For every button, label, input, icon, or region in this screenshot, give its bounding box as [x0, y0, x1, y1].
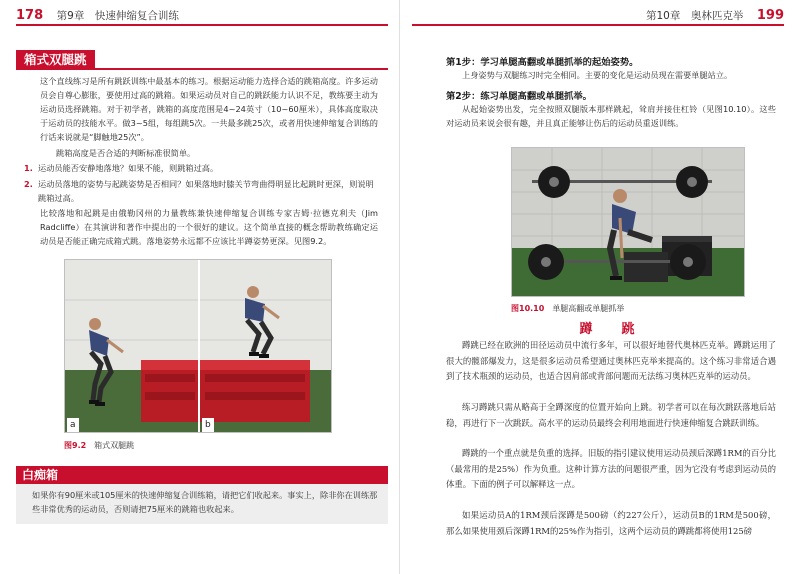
left-page-number: 178	[16, 8, 44, 23]
closing-paragraph: 比较落地和起跳是由俄勒冈州的力量教练兼快速伸缩复合训练专家吉姆·拉德克利夫（Jim Radcliffe）在其演讲和著作中提出的一个很好的建议。这个简单直接的概念帮助教练确定运动员是否能正确完成箱式跳。落地姿势永远都不应该比半蹲姿势更深。见图9.2。	[40, 208, 378, 246]
left-chapter-title: 第9章 快速伸缩复合训练	[56, 10, 179, 22]
intro-paragraph	[40, 74, 378, 144]
criteria-text: 运动员能否安静地落地？如果不能，则跳箱过高。	[38, 163, 219, 173]
section-title-box-jump: 箱式双腿跳	[16, 50, 95, 70]
squat-jump-paragraph-4: 如果运动员A的1RM颈后深蹲是500磅（约227公斤），运动员B的1RM是500磅，那么如果使用颈后深蹲1RM的25%作为指引，这两个运动员的蹲跳都将使用125磅	[446, 510, 776, 536]
single-leg-clean-photo	[512, 148, 745, 297]
figure-caption-text: 箱式双腿跳	[94, 441, 135, 450]
figure-10-10-caption	[511, 303, 624, 314]
section-rule	[16, 68, 388, 70]
step-1-heading: 第1步：学习单腿高翻或单腿抓举的起始姿势。	[446, 57, 639, 68]
criteria-number: 2.	[24, 179, 33, 189]
figure-10-10-photo	[511, 147, 745, 297]
squat-jump-paragraph-1: 蹲跳已经在欧洲的田径运动员中流行多年，可以很好地替代奥林匹克举。蹲跳运用了很大的髋部爆发力，这是很多运动员希望通过奥林匹克举来提高的。这个练习非常适合遇到了技术瓶颈的运动员，也适合因肩部或背部问题而无法练习奥林匹克举的运动员。	[446, 340, 776, 381]
figure-9-2-caption	[64, 440, 134, 451]
criteria-text: 运动员落地的姿势与起跳姿势是否相同？如果落地时膝关节弯曲得明显比起跳时更深，则说明跳箱过高。	[38, 179, 374, 203]
box-jump-photo	[65, 260, 332, 433]
left-running-head	[16, 8, 388, 26]
step-2-text: 从起始姿势出发，完全按照双腿版本那样跳起，耸肩并接住杠铃（见图10.10）。这些对运动员来说会很有趣，并且真正能够让伤后的运动员重返训练。	[446, 104, 776, 128]
tip-title: 白痴箱	[16, 466, 388, 484]
criteria-intro: 跳箱高度是否合适的判断标准很简单。	[56, 148, 196, 158]
criteria-item-2	[24, 177, 378, 205]
right-chapter-title: 第10章 奥林匹克举	[645, 10, 744, 22]
figure-number: 图9.2	[64, 441, 87, 450]
step-2-heading: 第2步：练习单腿高翻或单腿抓举。	[446, 91, 592, 102]
step-1-text: 上身姿势与双腿练习时完全相同。主要的变化是运动员现在需要单腿站立。	[462, 70, 733, 80]
intro-text: 这个直线练习是所有跳跃训练中最基本的练习。根据运动能力选择合适的跳箱高度。许多运动员会自尊心膨胀，要使用过高的跳箱。如果运动员对自己的跳跃能力认识不足，教练要主动为运动员选择跳箱。对于初学者，跳箱的高度范围是4~24英寸（10~60厘米），具体高度取决于运动员的技能水平。做3~5组，每组跳5次。一共最多跳25次，或者用快速伸缩复合训练的行话来说就是“脚触地25次”。	[40, 76, 378, 142]
criteria-item-1	[24, 161, 378, 175]
figure-number: 图10.10	[511, 304, 545, 313]
squat-jump-paragraph-3: 蹲跳的一个重点就是负重的选择。旧版的指引建议使用运动员颈后深蹲1RM的百分比（最常用的是25%）作为负重。这种计算方法的问题很严重，因为它没有考虑到运动员的体重。下面的例子可以解释这一点。	[446, 448, 776, 489]
figure-caption-text: 单腿高翻或单腿抓举	[552, 304, 625, 313]
panel-label-b: b	[205, 420, 211, 430]
squat-jump-paragraph-2: 练习蹲跳只需从略高于全蹲深度的位置开始向上跳。初学者可以在每次跳跃落地后站稳，再进行下一次跳跃。高水平的运动员最终会利用地面进行快速伸缩复合跳跃训练。	[446, 402, 776, 428]
panel-label-a: a	[70, 420, 76, 430]
tip-text: 如果你有90厘米或105厘米的快速伸缩复合训练箱，请把它们收起来。事实上，除非你在训练那些非常优秀的运动员，否则请把75厘米的跳箱也收起来。	[32, 490, 378, 514]
criteria-number: 1.	[24, 163, 33, 173]
right-running-head	[412, 8, 784, 26]
figure-9-2-photos	[64, 259, 332, 433]
tip-box	[16, 466, 388, 524]
right-page-number: 199	[756, 8, 784, 23]
section-title-squat-jump: 蹲 跳	[579, 322, 643, 337]
